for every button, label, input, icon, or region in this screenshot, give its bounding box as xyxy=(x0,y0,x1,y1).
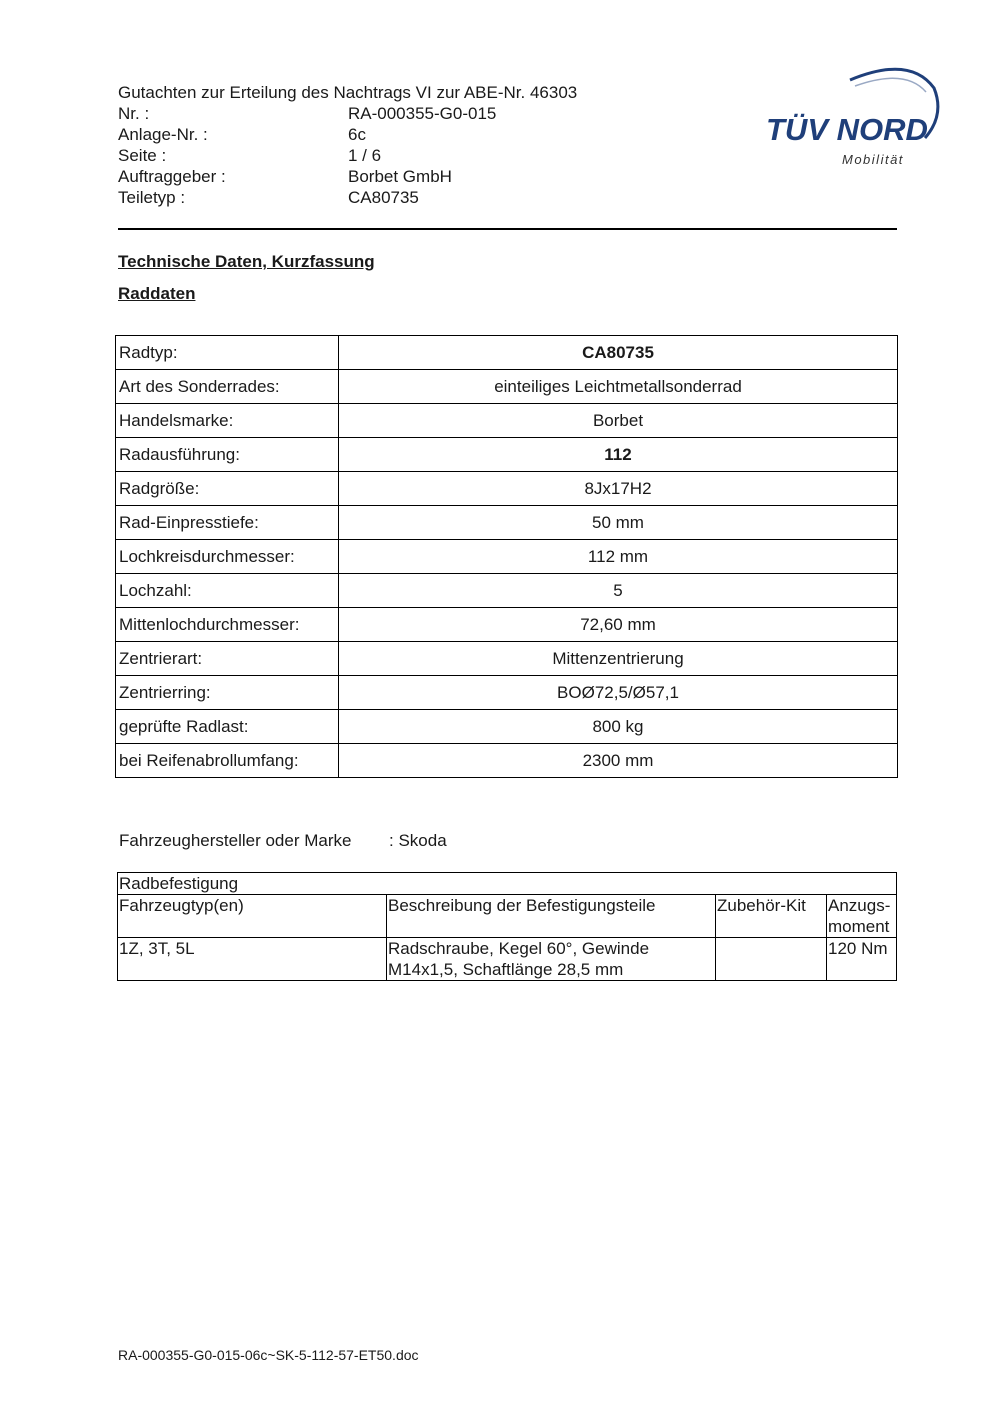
table-row xyxy=(116,642,898,676)
row-value: 8Jx17H2 xyxy=(339,472,898,506)
table-row xyxy=(116,710,898,744)
header-value: RA-000355-G0-015 xyxy=(348,104,497,123)
document-title: Gutachten zur Erteilung des Nachtrags VI zur ABE-Nr. 46303 xyxy=(118,83,578,102)
table-row xyxy=(116,744,898,778)
row-value: 112 xyxy=(339,438,898,472)
cell-torque: 120 Nm xyxy=(827,938,897,981)
document-header xyxy=(118,82,577,208)
header-value: 6c xyxy=(348,125,366,144)
row-value: 2300 mm xyxy=(339,744,898,778)
column-header xyxy=(827,895,897,938)
table-caption: Radbefestigung xyxy=(118,873,897,895)
row-value: 112 mm xyxy=(339,540,898,574)
row-label: geprüfte Radlast: xyxy=(116,710,339,744)
table-row xyxy=(116,438,898,472)
row-label: Radtyp: xyxy=(116,336,339,370)
header-row-auftraggeber xyxy=(118,166,577,187)
header-row-seite xyxy=(118,145,577,166)
tuv-nord-logo xyxy=(760,60,945,172)
header-line: Anzugs- xyxy=(828,896,891,915)
section-title: Technische Daten, Kurzfassung xyxy=(118,252,375,271)
row-value: CA80735 xyxy=(339,336,898,370)
row-label: Radgröße: xyxy=(116,472,339,506)
row-value: 50 mm xyxy=(339,506,898,540)
logo-arc-icon xyxy=(760,60,945,172)
header-value: 1 / 6 xyxy=(348,146,382,165)
cell-kit xyxy=(716,938,827,981)
subsection-title: Raddaten xyxy=(118,284,196,303)
row-label: Handelsmarke: xyxy=(116,404,339,438)
table-row xyxy=(116,608,898,642)
header-label: Anlage-Nr. : xyxy=(118,125,208,144)
description-line: Radschraube, Kegel 60°, Gewinde xyxy=(388,939,650,958)
row-value: 72,60 mm xyxy=(339,608,898,642)
column-header: Fahrzeugtyp(en) xyxy=(118,895,387,938)
table-header-row xyxy=(118,895,897,938)
row-label: Lochkreisdurchmesser: xyxy=(116,540,339,574)
manufacturer-value: : Skoda xyxy=(389,831,447,850)
header-value: CA80735 xyxy=(348,188,419,207)
mounting-table xyxy=(117,872,897,981)
table-row xyxy=(116,472,898,506)
logo-sub: Mobilität xyxy=(842,152,904,167)
cell-description xyxy=(387,938,716,981)
row-value: Mittenzentrierung xyxy=(339,642,898,676)
header-divider xyxy=(118,228,897,230)
wheel-data-table xyxy=(115,335,898,778)
header-row-anlage xyxy=(118,124,577,145)
header-row-nr xyxy=(118,103,577,124)
header-line: moment xyxy=(828,917,890,936)
column-header: Zubehör-Kit xyxy=(716,895,827,938)
footer-filename: RA-000355-G0-015-06c~SK-5-112-57-ET50.doc xyxy=(118,1347,419,1363)
table-row xyxy=(116,404,898,438)
row-label: Art des Sonderrades: xyxy=(116,370,339,404)
table-row xyxy=(116,506,898,540)
header-label: Teiletyp : xyxy=(118,188,186,207)
header-value: Borbet GmbH xyxy=(348,167,452,186)
manufacturer-label: Fahrzeughersteller oder Marke xyxy=(119,831,352,850)
row-value: Borbet xyxy=(339,404,898,438)
header-label: Seite : xyxy=(118,146,167,165)
description-line: M14x1,5, Schaftlänge 28,5 mm xyxy=(388,960,624,979)
row-value: 800 kg xyxy=(339,710,898,744)
row-label: Zentrierring: xyxy=(116,676,339,710)
header-row-teiletyp xyxy=(118,187,577,208)
row-value: einteiliges Leichtmetallsonderrad xyxy=(339,370,898,404)
row-value: 5 xyxy=(339,574,898,608)
logo-brand: TÜV NORD xyxy=(766,112,928,147)
row-label: Mittenlochdurchmesser: xyxy=(116,608,339,642)
row-label: Lochzahl: xyxy=(116,574,339,608)
row-label: Radausführung: xyxy=(116,438,339,472)
table-row xyxy=(116,574,898,608)
cell-vehicle: 1Z, 3T, 5L xyxy=(118,938,387,981)
table-row xyxy=(116,540,898,574)
column-header: Beschreibung der Befestigungsteile xyxy=(387,895,716,938)
table-row xyxy=(118,938,897,981)
manufacturer-line xyxy=(119,831,447,851)
header-label: Auftraggeber : xyxy=(118,167,226,186)
table-row xyxy=(116,370,898,404)
table-row xyxy=(116,676,898,710)
row-label: bei Reifenabrollumfang: xyxy=(116,744,339,778)
row-label: Rad-Einpresstiefe: xyxy=(116,506,339,540)
row-label: Zentrierart: xyxy=(116,642,339,676)
table-row xyxy=(116,336,898,370)
table-caption-row xyxy=(118,873,897,895)
header-label: Nr. : xyxy=(118,104,150,123)
row-value: BOØ72,5/Ø57,1 xyxy=(339,676,898,710)
